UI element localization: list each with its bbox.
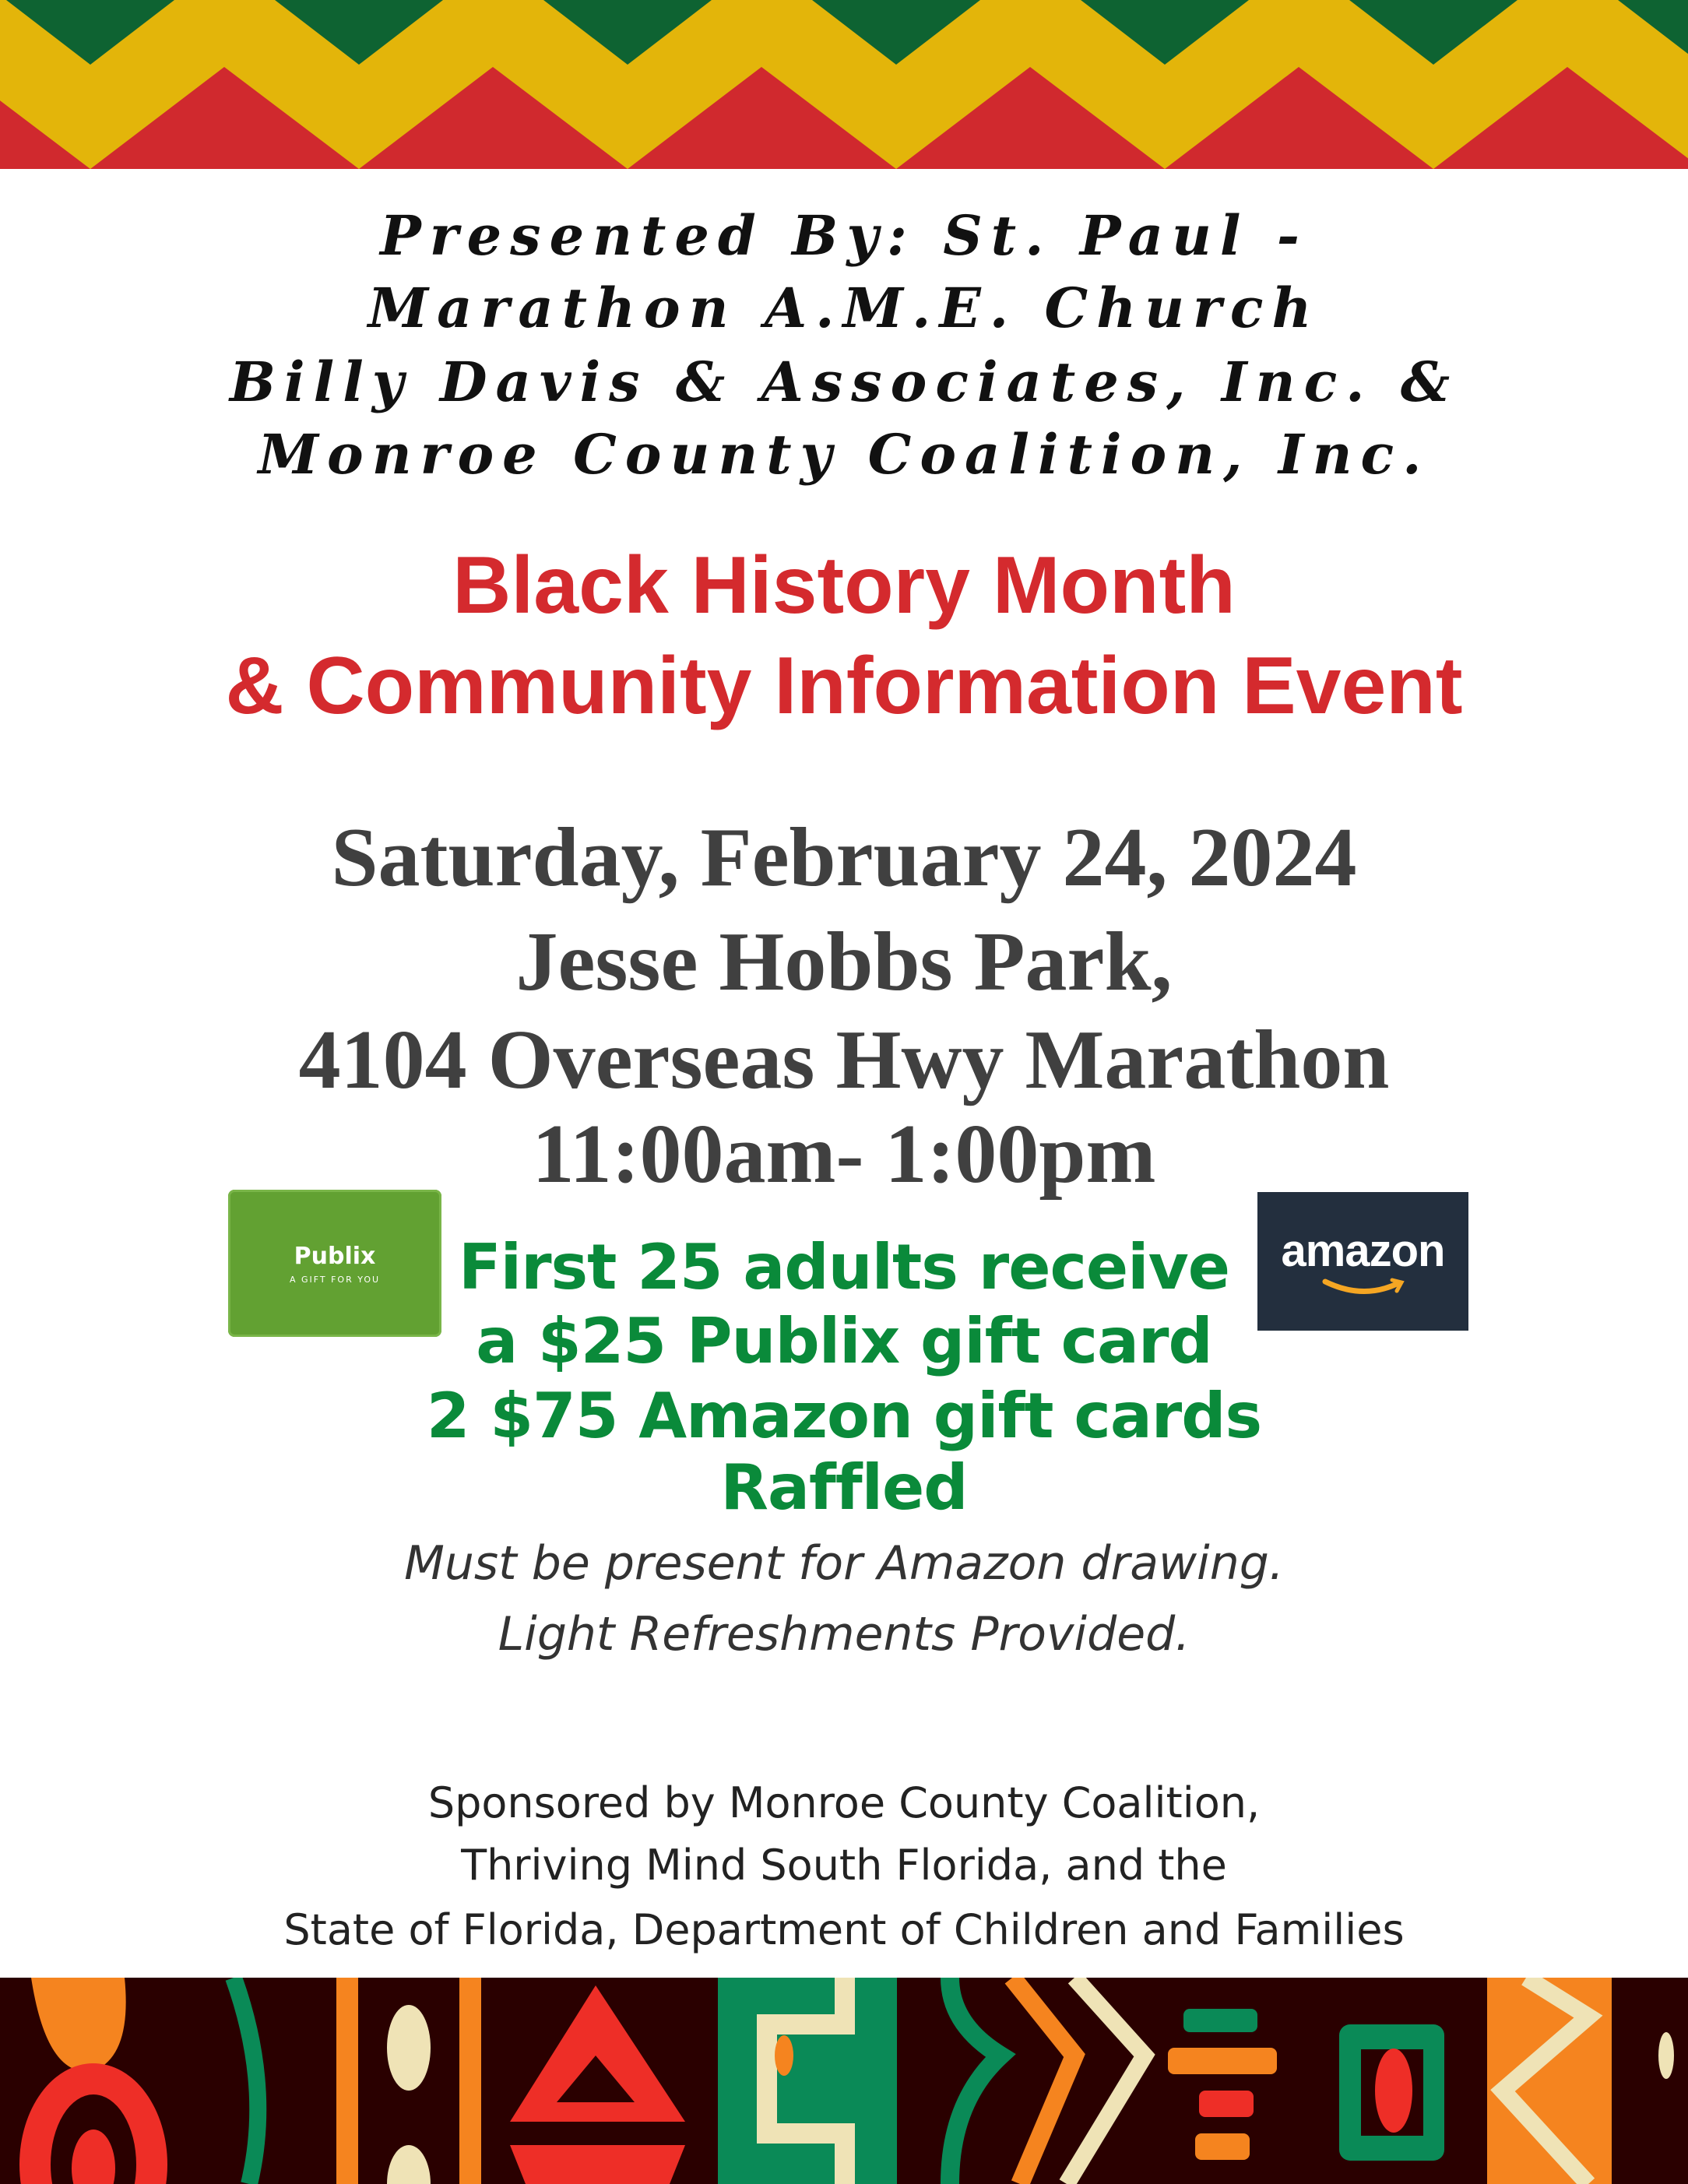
- event-date: Saturday, February 24, 2024: [331, 811, 1357, 904]
- publix-logo: Publix: [294, 1242, 376, 1270]
- publix-tagline: A GIFT FOR YOU: [289, 1274, 381, 1285]
- giveaway-line: Raffled: [720, 1451, 968, 1524]
- presenter-line: Marathon A.M.E. Church: [367, 276, 1321, 340]
- event-time: 11:00am- 1:00pm: [532, 1108, 1156, 1201]
- event-title-line: & Community Information Event: [225, 641, 1463, 731]
- african-pattern-bottom-banner: [0, 1978, 1688, 2184]
- note-line: Must be present for Amazon drawing.: [404, 1536, 1284, 1591]
- presenter-line: Presented By: St. Paul -: [380, 203, 1308, 268]
- amazon-logo: amazon: [1281, 1225, 1445, 1276]
- sponsor-line: State of Florida, Department of Children and Families: [283, 1905, 1405, 1954]
- sponsor-line: Sponsored by Monroe County Coalition,: [427, 1778, 1261, 1827]
- giveaway-line: First 25 adults receive: [459, 1231, 1229, 1303]
- note-line: Light Refreshments Provided.: [498, 1607, 1190, 1662]
- giveaway-line: 2 $75 Amazon gift cards: [426, 1380, 1262, 1452]
- event-title-line: Black History Month: [452, 540, 1236, 631]
- sponsor-line: Thriving Mind South Florida, and the: [461, 1841, 1227, 1890]
- presenter-line: Monroe County Coalition, Inc.: [258, 422, 1430, 487]
- event-venue: Jesse Hobbs Park,: [515, 916, 1173, 1008]
- event-address: 4104 Overseas Hwy Marathon: [298, 1014, 1390, 1106]
- giveaway-line: a $25 Publix gift card: [476, 1305, 1212, 1377]
- zigzag-top-banner: [0, 0, 1688, 169]
- presenter-line: Billy Davis & Associates, Inc. &: [229, 350, 1459, 414]
